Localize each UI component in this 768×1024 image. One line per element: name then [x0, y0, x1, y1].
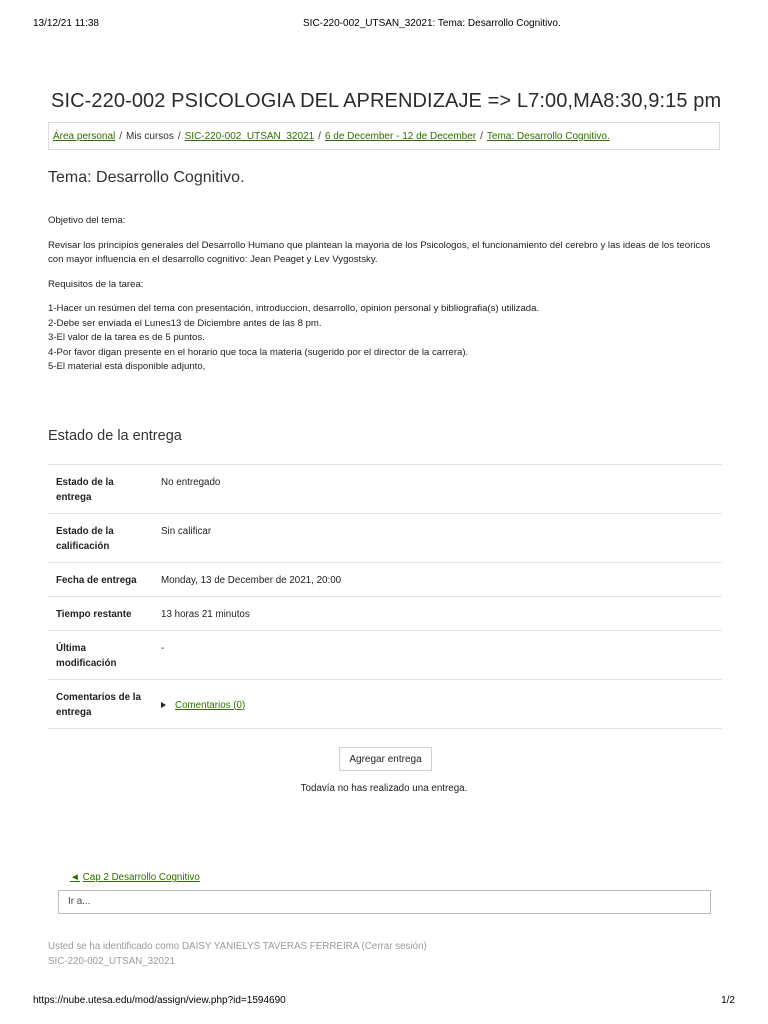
requirement-item: 5-El material está disponible adjunto, — [48, 361, 206, 372]
submission-status-value: No entregado — [153, 465, 722, 514]
time-remaining-value: 13 horas 21 minutos — [153, 597, 722, 631]
objective-heading: Objetivo del tema: — [48, 215, 126, 226]
requirement-item: 3-El valor de la tarea es de 5 puntos. — [48, 332, 205, 343]
table-row — [48, 597, 722, 631]
breadcrumb-assignment[interactable]: Tema: Desarrollo Cognitivo. — [486, 131, 610, 142]
row-label: Fecha de entrega — [48, 563, 153, 597]
objective-text: Revisar los principios generales del Desarrollo Humano que plantean la mayoria de los Psicologos, el funcionamiento del cerebro y las ideas de los teoricos con mayor influencia en el desarrollo cognitivo: Jean Peaget y Lev Vygostsky. — [48, 239, 711, 265]
row-label: Estado de la calificación — [48, 514, 153, 563]
assignment-description — [48, 214, 720, 375]
breadcrumb-course[interactable]: SIC-220-002_UTSAN_32021 — [184, 131, 315, 142]
breadcrumb — [48, 122, 720, 150]
last-modified-value: - — [153, 631, 722, 680]
requirement-item: 2-Debe ser enviada el Lunes13 de Diciembre antes de las 8 pm. — [48, 317, 322, 329]
row-label: Comentarios de la entrega — [48, 680, 153, 729]
breadcrumb-mis-cursos: Mis cursos — [126, 131, 174, 142]
grading-status-value: Sin calificar — [153, 514, 722, 563]
add-submission-button[interactable]: Agregar entrega — [339, 747, 432, 771]
submission-status-table — [48, 464, 722, 729]
due-date-value: Monday, 13 de December de 2021, 20:00 — [153, 563, 722, 597]
comments-link[interactable]: Comentarios (0) — [175, 699, 246, 711]
breadcrumb-week[interactable]: 6 de December - 12 de December — [324, 131, 477, 142]
breadcrumb-separator: / — [318, 131, 321, 142]
previous-activity-label: Cap 2 Desarrollo Cognitivo — [82, 872, 200, 883]
previous-activity-link[interactable] — [70, 872, 200, 883]
requirement-item: 1-Hacer un resúmen del tema con presentación, introduccion, desarrollo, opinion personal y bibliografia(s) utilizada. — [48, 303, 540, 314]
table-row — [48, 631, 722, 680]
jump-to-select[interactable]: Ir a... — [58, 890, 711, 914]
print-page-number: 1/2 — [721, 995, 735, 1006]
breadcrumb-area-personal[interactable]: Área personal — [53, 131, 116, 142]
requirements-heading: Requisitos de la tarea: — [48, 278, 144, 290]
row-label: Tiempo restante — [48, 597, 153, 631]
breadcrumb-separator: / — [177, 131, 181, 142]
assignment-title: Tema: Desarrollo Cognitivo. — [48, 169, 245, 186]
caret-right-icon[interactable] — [161, 702, 166, 708]
print-datetime: 13/12/21 11:38 — [33, 18, 99, 29]
no-submission-notice: Todavía no has realizado una entrega. — [300, 783, 468, 794]
requirement-item: 4-Por favor digan presente en el horario que toca la materia (sugerido por el director de la carrera). — [48, 346, 469, 358]
breadcrumb-separator: / — [119, 131, 123, 142]
table-row — [48, 465, 722, 514]
logged-in-text: Usted se ha identificado como DAISY YANIELYS TAVERAS FERREIRA (Cerrar sesión) — [48, 941, 427, 952]
table-row — [48, 680, 722, 729]
course-shortname: SIC-220-002_UTSAN_32021 — [48, 956, 175, 967]
table-row — [48, 563, 722, 597]
arrow-left-icon: ◄ — [70, 872, 80, 883]
login-info — [48, 939, 427, 969]
submission-status-heading: Estado de la entrega — [48, 428, 182, 444]
row-label: Estado de la entrega — [48, 465, 153, 514]
course-title: SIC-220-002 PSICOLOGIA DEL APRENDIZAJE => L7:00,MA8:30,9:15 pm — [51, 90, 722, 112]
breadcrumb-separator: / — [480, 131, 483, 142]
row-label: Última modificación — [48, 631, 153, 680]
print-footer — [33, 995, 735, 1009]
table-row — [48, 514, 722, 563]
print-page-title: SIC-220-002_UTSAN_32021: Tema: Desarrollo Cognitivo. — [303, 18, 561, 29]
print-header — [33, 18, 735, 32]
print-url: https://nube.utesa.edu/mod/assign/view.php?id=1594690 — [33, 995, 286, 1006]
submission-comments-cell — [153, 680, 722, 729]
